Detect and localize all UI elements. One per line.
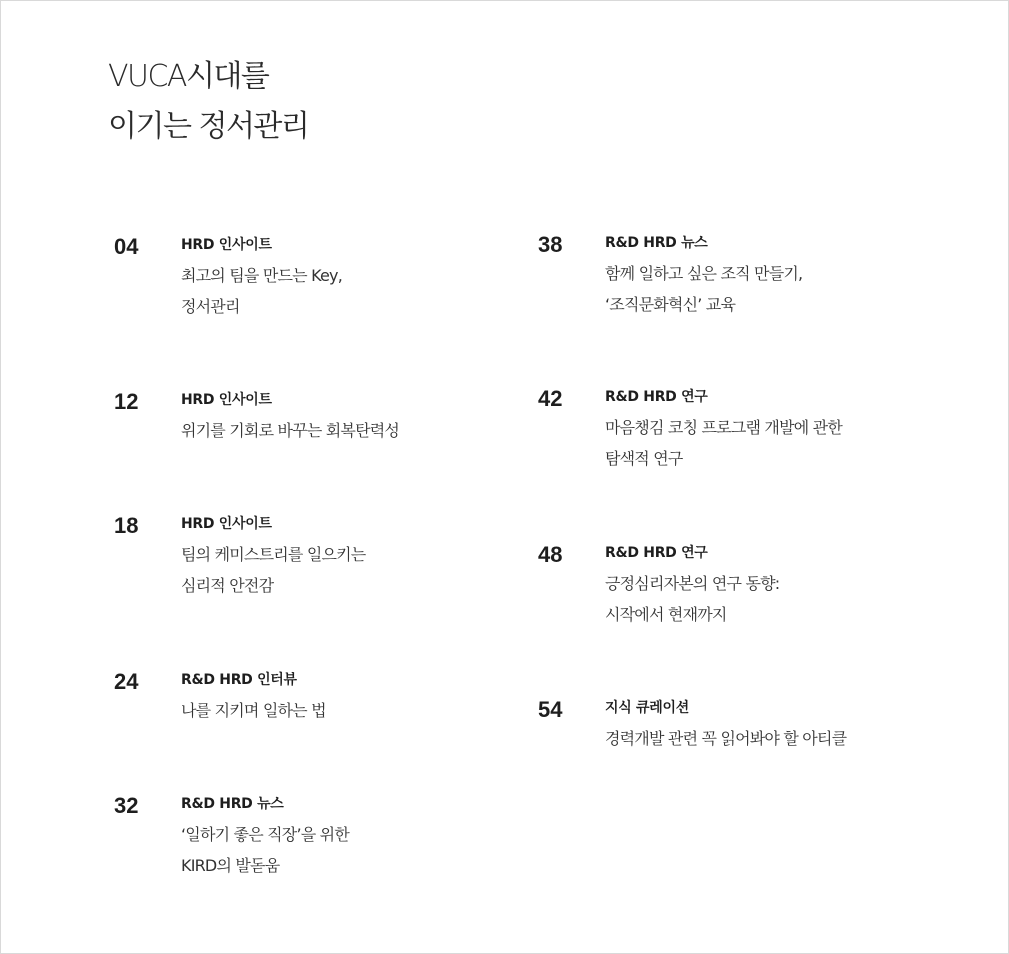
article-title (605, 723, 846, 754)
category-label: R&D HRD 연구 (605, 389, 708, 405)
page-title (108, 52, 308, 152)
article-title (181, 415, 399, 446)
title-line-2: 이기는 정서관리 (108, 109, 309, 144)
article-title (181, 819, 349, 881)
page-number: 32 (114, 793, 139, 818)
article-title-line: 팀의 케미스트리를 일으키는 (181, 545, 366, 564)
article-title (605, 258, 802, 320)
article-title (181, 260, 342, 322)
page-number: 42 (538, 386, 563, 411)
category-label: R&D HRD 연구 (605, 545, 708, 561)
article-title-line: 경력개발 관련 꼭 읽어봐야 할 아티클 (605, 729, 847, 748)
article-title (605, 568, 779, 630)
article-title-line: 긍정심리자본의 연구 동향: (605, 574, 780, 593)
article-title-line: 탐색적 연구 (605, 449, 683, 468)
category-label: R&D HRD 뉴스 (181, 796, 284, 812)
article-title-line: 심리적 안전감 (181, 576, 274, 595)
category-label: HRD 인사이트 (181, 392, 272, 408)
title-line-1: VUCA시대를 (108, 59, 269, 94)
page-number: 54 (538, 697, 563, 722)
article-title-line: KIRD의 발돋움 (181, 856, 280, 875)
category-label: 지식 큐레이션 (605, 700, 689, 716)
category-label: HRD 인사이트 (181, 237, 272, 253)
article-title-line: ‘조직문화혁신’ 교육 (605, 295, 736, 314)
category-label: R&D HRD 인터뷰 (181, 672, 297, 688)
page-number: 38 (538, 232, 563, 257)
page-number: 18 (114, 513, 139, 538)
article-title-line: 최고의 팀을 만드는 Key, (181, 266, 342, 285)
page-number: 48 (538, 542, 563, 567)
article-title-line: 시작에서 현재까지 (605, 605, 727, 624)
page-number: 12 (114, 389, 139, 414)
article-title-line: 나를 지키며 일하는 법 (181, 701, 326, 720)
article-title-line: 함께 일하고 싶은 조직 만들기, (605, 264, 803, 283)
article-title (181, 539, 365, 601)
page-number: 24 (114, 669, 139, 694)
article-title-line: ‘일하기 좋은 직장’을 위한 (181, 825, 349, 844)
category-label: HRD 인사이트 (181, 516, 272, 532)
page-number: 04 (114, 234, 139, 259)
article-title-line: 정서관리 (181, 297, 240, 316)
category-label: R&D HRD 뉴스 (605, 235, 708, 251)
article-title (181, 695, 326, 726)
article-title (605, 412, 842, 474)
article-title-line: 위기를 기회로 바꾸는 회복탄력성 (181, 421, 400, 440)
article-title-line: 마음챙김 코칭 프로그램 개발에 관한 (605, 418, 842, 437)
